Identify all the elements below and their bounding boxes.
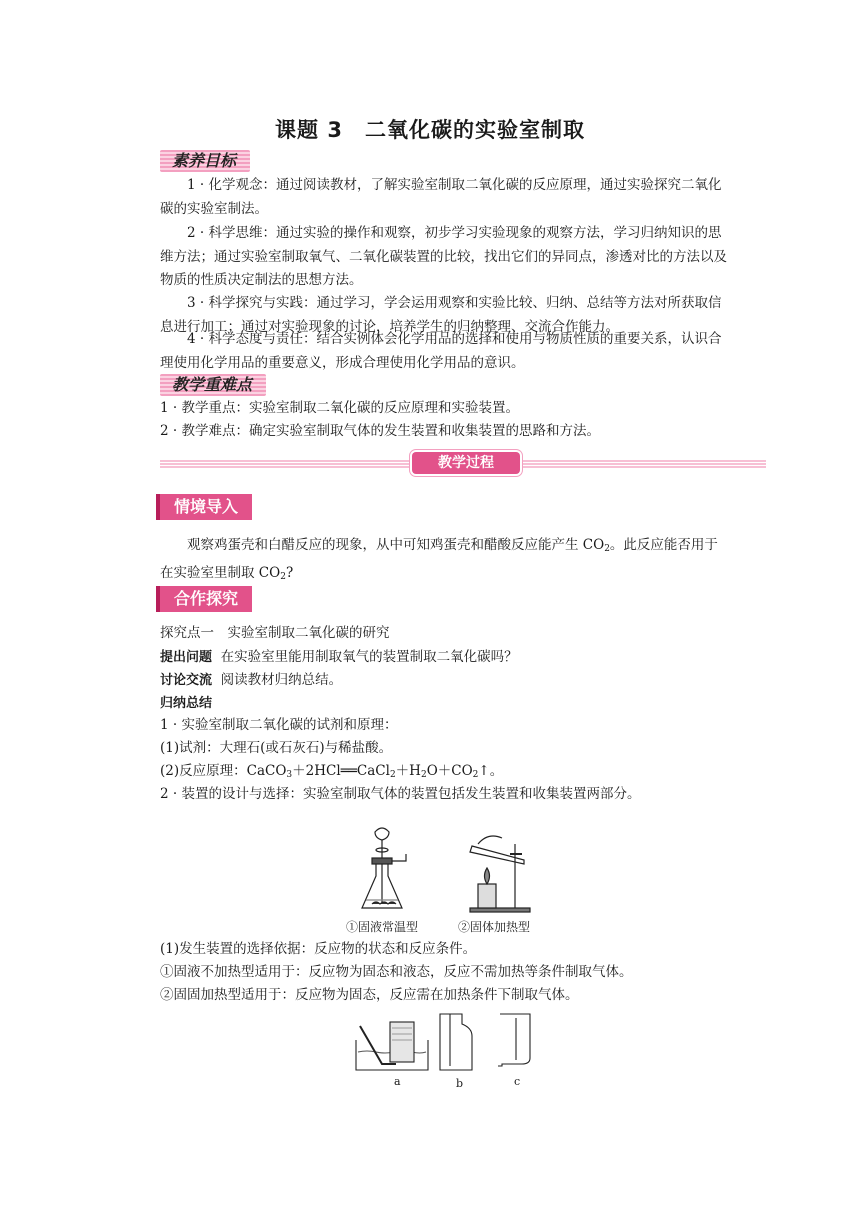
discussion-line — [160, 669, 730, 693]
section-banner-intro: 情境导入 — [160, 494, 252, 520]
discussion-label: 讨论交流 — [160, 673, 213, 688]
eq-part: ＋2HCl══CaCl — [292, 763, 390, 779]
intro-text-b: 。此反应能否用于在实验室里制取 CO — [160, 537, 718, 581]
process-tag: 教学过程 — [412, 452, 520, 474]
intro-text-a: 观察鸡蛋壳和白醋反应的现象，从中可知鸡蛋壳和醋酸反应能产生 CO — [187, 537, 605, 553]
sub-2: 2 — [420, 770, 427, 780]
summary-line-6: ①固液不加热型适用于：反应物为固态和液态，反应不需加热等条件制取气体。 — [160, 964, 633, 980]
question-label: 提出问题 — [160, 650, 213, 665]
figure-label: b — [456, 1077, 464, 1090]
goal-item: 1 · 化学观念：通过阅读教材，了解实验室制取二氧化碳的反应原理，通过实验探究二氧化碳的实验室制法。 — [160, 177, 722, 217]
question-text: 在实验室里能用制取氧气的装置制取二氧化碳吗？ — [220, 649, 518, 665]
sub-2: 2 — [389, 770, 396, 780]
summary-line-2: (1)试剂：大理石(或石灰石)与稀盐酸。 — [160, 740, 393, 756]
collection-apparatus-figure — [352, 1010, 542, 1076]
summary-line-1: 1 · 实验室制取二氧化碳的试剂和原理： — [160, 717, 398, 733]
sub-2: 2 — [604, 544, 610, 554]
eq-part: ＋H — [395, 763, 421, 779]
figure-caption: ①固液常温型 — [346, 920, 419, 934]
summary-line-7: ②固固加热型适用于：反应物为固态，反应需在加热条件下制取气体。 — [160, 987, 579, 1003]
generation-apparatus-figure — [340, 824, 560, 916]
summary-label: 归纳总结 — [160, 696, 213, 711]
summary-line-4: 2 · 装置的设计与选择：实验室制取气体的装置包括发生装置和收集装置两部分。 — [160, 786, 641, 802]
eq-part: O＋CO — [426, 763, 473, 779]
figure-caption: ②固体加热型 — [458, 920, 531, 934]
question-line — [160, 646, 730, 670]
summary-line-5: (1)发生装置的选择依据：反应物的状态和反应条件。 — [160, 941, 477, 957]
goal-item: 4 · 科学态度与责任：结合实例体会化学用品的选择和使用与物质性质的重要关系，认识合理使用化学用品的重要意义，形成合理使用化学用品的意识。 — [160, 331, 722, 371]
section-banner-explore: 合作探究 — [160, 586, 252, 612]
goal-item: 3 · 科学探究与实践：通过学习，学会运用观察和实验比较、归纳、总结等方法对所获取信息进行加工；通过对实验现象的讨论，培养学生的归纳整理、交流合作能力。 — [160, 295, 722, 335]
eq-part: ↑。 — [478, 763, 504, 779]
difficulty-item: 2 · 教学难点：确定实验室制取气体的发生装置和收集装置的思路和方法。 — [160, 423, 600, 439]
intro-text-c: ? — [285, 564, 294, 581]
figure-label: c — [514, 1075, 521, 1088]
eq-part: (2)反应原理：CaCO — [160, 763, 287, 779]
sub-3: 3 — [286, 770, 293, 780]
figure-label: a — [394, 1075, 401, 1088]
page-title: 课题 3 二氧化碳的实验室制取 — [275, 118, 585, 142]
discussion-text: 阅读教材归纳总结。 — [220, 672, 343, 688]
sub-2: 2 — [472, 770, 479, 780]
sub-2: 2 — [280, 571, 286, 582]
explore-point: 探究点一 实验室制取二氧化碳的研究 — [160, 625, 390, 641]
goal-item: 2 · 科学思维：通过实验的操作和观察，初步学习实验现象的观察方法，学习归纳知识的思维方法；通过实验室制取氧气、二氧化碳装置的比较，找出它们的异同点，渗透对比的方法以及物质的性质决定制法的思想方法。 — [160, 225, 727, 288]
section-tag-goals: 素养目标 — [160, 150, 250, 172]
section-tag-difficulty: 教学重难点 — [160, 374, 266, 396]
intro-paragraph — [160, 534, 730, 589]
difficulty-item: 1 · 教学重点：实验室制取二氧化碳的反应原理和实验装置。 — [160, 400, 519, 416]
